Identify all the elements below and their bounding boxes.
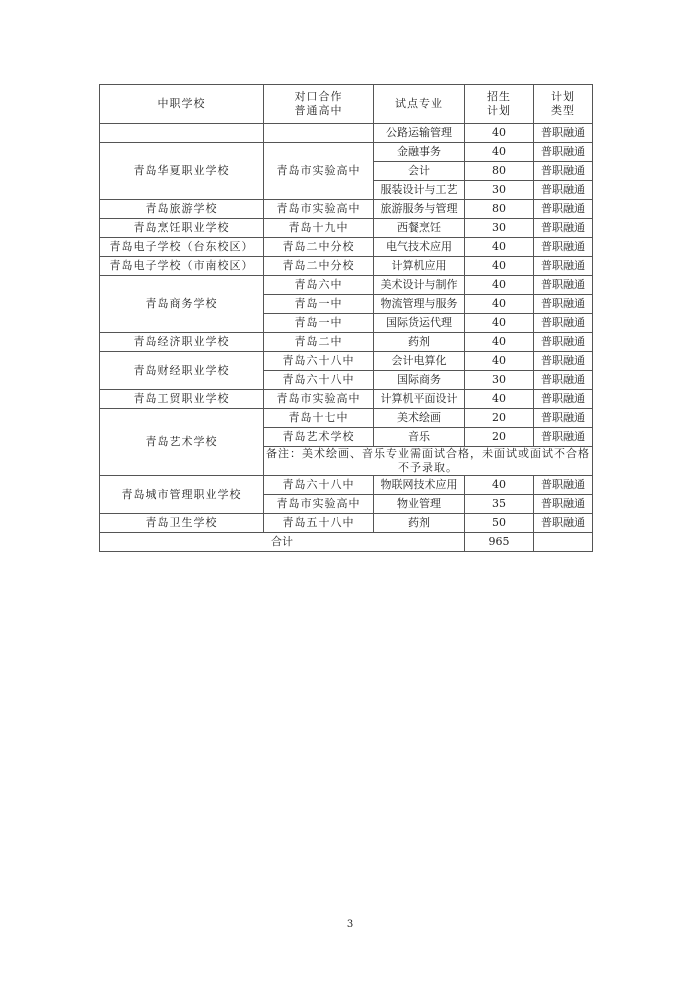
partner-cell: 青岛市实验高中 <box>264 390 374 409</box>
total-empty-cell <box>534 533 593 552</box>
school-cell: 青岛艺术学校 <box>100 409 264 476</box>
school-cell: 青岛卫生学校 <box>100 514 264 533</box>
partner-cell: 青岛六十八中 <box>264 371 374 390</box>
school-cell: 青岛商务学校 <box>100 276 264 333</box>
major-cell: 旅游服务与管理 <box>374 200 465 219</box>
page-number: 3 <box>346 919 354 930</box>
enroll-cell: 50 <box>465 514 534 533</box>
major-cell: 物联网技术应用 <box>374 476 465 495</box>
type-cell: 普职融通 <box>534 295 593 314</box>
type-cell: 普职融通 <box>534 428 593 447</box>
partner-cell: 青岛二中分校 <box>264 257 374 276</box>
table-row <box>100 409 593 428</box>
enroll-cell: 40 <box>465 124 534 143</box>
enroll-cell: 40 <box>465 143 534 162</box>
major-cell: 计算机应用 <box>374 257 465 276</box>
type-cell: 普职融通 <box>534 495 593 514</box>
school-cell: 青岛电子学校（台东校区） <box>100 238 264 257</box>
partner-cell: 青岛艺术学校 <box>264 428 374 447</box>
type-cell: 普职融通 <box>534 371 593 390</box>
school-cell: 青岛工贸职业学校 <box>100 390 264 409</box>
major-cell: 金融事务 <box>374 143 465 162</box>
school-cell <box>100 124 264 143</box>
major-cell: 会计电算化 <box>374 352 465 371</box>
header-plan-type: 计划 类型 <box>534 85 593 124</box>
enroll-cell: 30 <box>465 371 534 390</box>
enroll-cell: 40 <box>465 295 534 314</box>
type-cell: 普职融通 <box>534 257 593 276</box>
school-cell: 青岛华夏职业学校 <box>100 143 264 200</box>
table-row <box>100 352 593 371</box>
partner-cell: 青岛十九中 <box>264 219 374 238</box>
partner-cell: 青岛市实验高中 <box>264 495 374 514</box>
school-cell: 青岛经济职业学校 <box>100 333 264 352</box>
table-row <box>100 124 593 143</box>
partner-cell: 青岛市实验高中 <box>264 200 374 219</box>
major-cell: 美术绘画 <box>374 409 465 428</box>
enroll-cell: 40 <box>465 238 534 257</box>
partner-cell: 青岛市实验高中 <box>264 143 374 200</box>
table-row <box>100 219 593 238</box>
major-cell: 物流管理与服务 <box>374 295 465 314</box>
partner-cell: 青岛六十八中 <box>264 352 374 371</box>
major-cell: 会计 <box>374 162 465 181</box>
type-cell: 普职融通 <box>534 333 593 352</box>
major-cell: 国际商务 <box>374 371 465 390</box>
table-row <box>100 143 593 162</box>
type-cell: 普职融通 <box>534 200 593 219</box>
major-cell: 国际货运代理 <box>374 314 465 333</box>
enroll-cell: 35 <box>465 495 534 514</box>
type-cell: 普职融通 <box>534 276 593 295</box>
enroll-cell: 40 <box>465 257 534 276</box>
type-cell: 普职融通 <box>534 219 593 238</box>
enroll-cell: 80 <box>465 200 534 219</box>
major-cell: 药剂 <box>374 333 465 352</box>
partner-cell: 青岛六十八中 <box>264 476 374 495</box>
partner-cell: 青岛十七中 <box>264 409 374 428</box>
type-cell: 普职融通 <box>534 514 593 533</box>
note-cell: 备注：美术绘画、音乐专业需面试合格，未面试或面试不合格不予录取。 <box>264 447 593 476</box>
table-row <box>100 238 593 257</box>
type-cell: 普职融通 <box>534 143 593 162</box>
major-cell: 药剂 <box>374 514 465 533</box>
type-cell: 普职融通 <box>534 352 593 371</box>
enroll-cell: 30 <box>465 181 534 200</box>
major-cell: 西餐烹饪 <box>374 219 465 238</box>
header-partner: 对口合作 普通高中 <box>264 85 374 124</box>
enroll-cell: 40 <box>465 352 534 371</box>
header-major: 试点专业 <box>374 85 465 124</box>
type-cell: 普职融通 <box>534 409 593 428</box>
major-cell: 服装设计与工艺 <box>374 181 465 200</box>
major-cell: 电气技术应用 <box>374 238 465 257</box>
partner-cell: 青岛五十八中 <box>264 514 374 533</box>
table-row <box>100 514 593 533</box>
major-cell: 公路运输管理 <box>374 124 465 143</box>
school-cell: 青岛电子学校（市南校区） <box>100 257 264 276</box>
partner-cell: 青岛一中 <box>264 295 374 314</box>
type-cell: 普职融通 <box>534 124 593 143</box>
partner-cell: 青岛二中 <box>264 333 374 352</box>
type-cell: 普职融通 <box>534 181 593 200</box>
table-row <box>100 257 593 276</box>
table-row <box>100 390 593 409</box>
partner-cell: 青岛二中分校 <box>264 238 374 257</box>
enroll-cell: 20 <box>465 409 534 428</box>
enroll-cell: 40 <box>465 314 534 333</box>
major-cell: 计算机平面设计 <box>374 390 465 409</box>
header-row <box>100 85 593 124</box>
header-enroll: 招生 计划 <box>465 85 534 124</box>
school-cell: 青岛城市管理职业学校 <box>100 476 264 514</box>
type-cell: 普职融通 <box>534 314 593 333</box>
enroll-cell: 80 <box>465 162 534 181</box>
total-row <box>100 533 593 552</box>
school-cell: 青岛烹饪职业学校 <box>100 219 264 238</box>
partner-cell <box>264 124 374 143</box>
total-label: 合计 <box>100 533 465 552</box>
table-row <box>100 476 593 495</box>
type-cell: 普职融通 <box>534 390 593 409</box>
type-cell: 普职融通 <box>534 476 593 495</box>
major-cell: 物业管理 <box>374 495 465 514</box>
table-row <box>100 276 593 295</box>
type-cell: 普职融通 <box>534 162 593 181</box>
major-cell: 美术设计与制作 <box>374 276 465 295</box>
table-row <box>100 333 593 352</box>
enroll-cell: 40 <box>465 276 534 295</box>
partner-cell: 青岛六中 <box>264 276 374 295</box>
partner-cell: 青岛一中 <box>264 314 374 333</box>
school-cell: 青岛财经职业学校 <box>100 352 264 390</box>
enroll-cell: 30 <box>465 219 534 238</box>
enroll-cell: 40 <box>465 476 534 495</box>
enroll-cell: 40 <box>465 390 534 409</box>
enroll-cell: 20 <box>465 428 534 447</box>
type-cell: 普职融通 <box>534 238 593 257</box>
table-row <box>100 200 593 219</box>
header-school: 中职学校 <box>100 85 264 124</box>
enroll-cell: 40 <box>465 333 534 352</box>
school-cell: 青岛旅游学校 <box>100 200 264 219</box>
major-cell: 音乐 <box>374 428 465 447</box>
enrollment-plan-table <box>99 84 593 552</box>
total-value: 965 <box>465 533 534 552</box>
